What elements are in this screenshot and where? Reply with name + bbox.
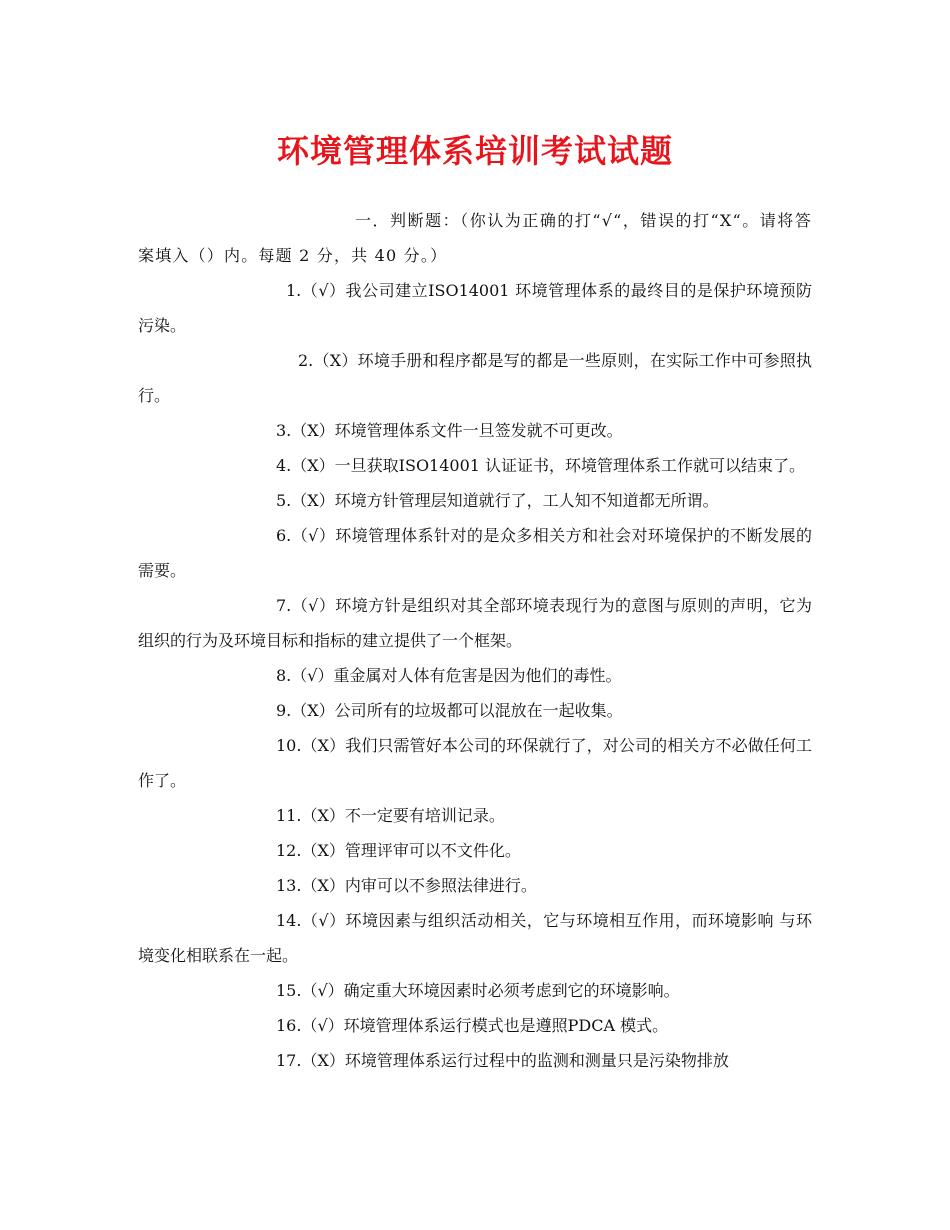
document-title: 环境管理体系培训考试试题 [276, 132, 673, 170]
question-item: 10.（X）我们只需管好本公司的环保就行了，对公司的相关方不必做任何工作了。 [138, 736, 812, 790]
section-intro: 一．判断题：（你认为正确的打“√“，错误的打“X“。请将答案填入（）内。每题 2 分，共 40 分。） [138, 211, 812, 265]
question-item: 8.（√）重金属对人体有危害是因为他们的毒性。 [276, 666, 622, 685]
question-item: 2.（X）环境手册和程序都是写的都是一些原则，在实际工作中可参照执行。 [138, 351, 812, 405]
question-item: 14.（√）环境因素与组织活动相关，它与环境相互作用，而环境影响 与环境变化相联系在一起。 [138, 911, 812, 965]
question-item: 6.（√）环境管理体系针对的是众多相关方和社会对环境保护的不断发展的需要。 [138, 526, 812, 580]
question-item: 1.（√）我公司建立ISO14001 环境管理体系的最终目的是保护环境预防污染。 [138, 281, 812, 335]
question-item: 7.（√）环境方针是组织对其全部环境表现行为的意图与原则的声明，它为组织的行为及环境目标和指标的建立提供了一个框架。 [138, 596, 812, 650]
question-item: 4.（X）一旦获取ISO14001 认证证书，环境管理体系工作就可以结束了。 [276, 456, 806, 475]
question-item: 11.（X）不一定要有培训记录。 [276, 806, 505, 825]
question-item: 13.（X）内审可以不参照法律进行。 [276, 876, 537, 895]
question-item: 12.（X）管理评审可以不文件化。 [276, 841, 521, 860]
question-item: 16.（√）环境管理体系运行模式也是遵照PDCA 模式。 [276, 1016, 669, 1035]
question-item: 15.（√）确定重大环境因素时必须考虑到它的环境影响。 [276, 981, 680, 1000]
question-item: 9.（X）公司所有的垃圾都可以混放在一起收集。 [276, 701, 623, 720]
document-body [138, 203, 812, 1078]
question-item: 17.（X）环境管理体系运行过程中的监测和测量只是污染物排放 [276, 1051, 729, 1070]
question-item: 5.（X）环境方针管理层知道就行了，工人知不知道都无所谓。 [276, 491, 719, 510]
question-item: 3.（X）环境管理体系文件一旦签发就不可更改。 [276, 421, 623, 440]
